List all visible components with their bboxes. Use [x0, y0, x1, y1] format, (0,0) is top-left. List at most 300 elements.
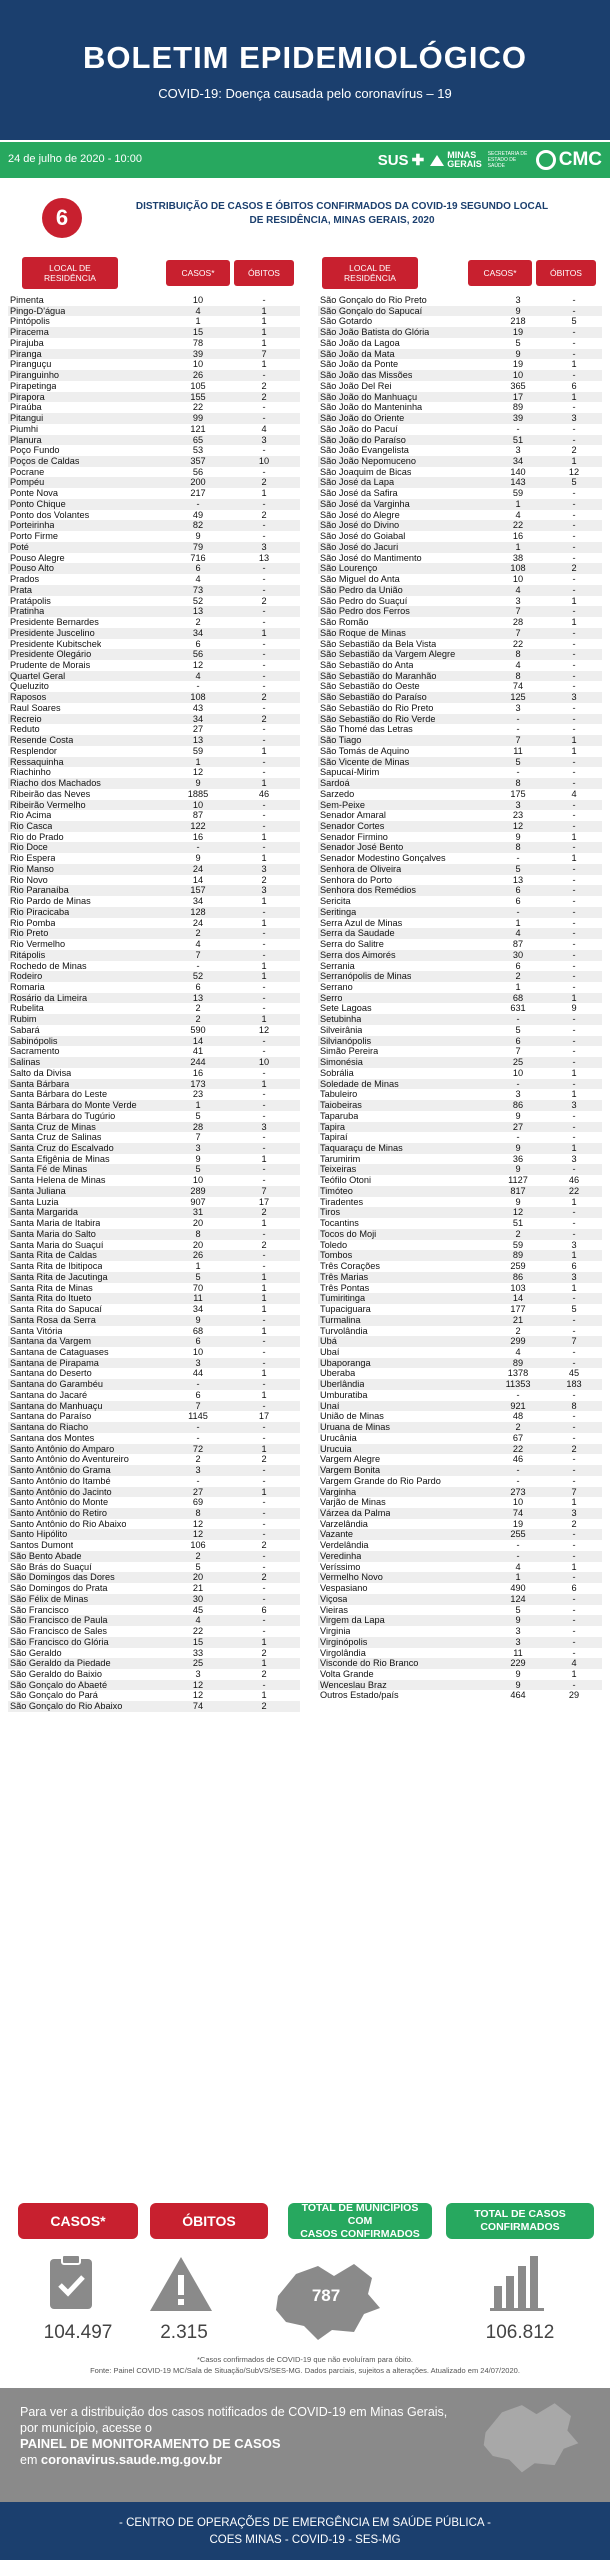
municipio-name: Sabará: [10, 1024, 40, 1035]
casos-cell: 13: [512, 874, 524, 885]
obitos-cell: 1: [571, 359, 577, 370]
municipio-name: Três Pontas: [320, 1282, 370, 1293]
municipio-name: São Tomás de Aquino: [320, 745, 410, 756]
obitos-cell: -: [572, 434, 576, 445]
obitos-cell: -: [262, 1046, 266, 1057]
casos-cell: 9: [515, 1669, 521, 1679]
municipio-name: Volta Grande: [320, 1669, 374, 1679]
obitos-cell: -: [572, 1228, 576, 1239]
municipio-name: Senhora dos Remédios: [320, 885, 417, 896]
obitos-cell: -: [262, 1507, 266, 1518]
table-row: [318, 1304, 602, 1315]
casos-cell: 74: [512, 681, 524, 692]
casos-cell: -: [196, 842, 200, 853]
obitos-cell: -: [262, 1550, 266, 1561]
casos-cell: 45: [192, 1604, 204, 1615]
table-row: [318, 1336, 602, 1347]
obitos-cell: 1: [261, 745, 267, 756]
obitos-cell: -: [262, 1615, 266, 1626]
casos-cell: 89: [512, 1250, 524, 1261]
casos-cell: 3: [195, 1357, 201, 1368]
obitos-cell: 2: [261, 477, 267, 488]
casos-cell: 12: [192, 767, 204, 778]
table-row: [8, 767, 300, 778]
obitos-cell: -: [262, 949, 266, 960]
obitos-cell: -: [572, 778, 576, 789]
table-row: [8, 1122, 300, 1133]
casos-cell: -: [196, 1422, 200, 1433]
obitos-cell: -: [572, 713, 576, 724]
obitos-cell: 7: [571, 1486, 577, 1497]
municipio-name: Timóteo: [320, 1185, 353, 1196]
casos-cell: 2: [515, 1228, 521, 1239]
table-row: [318, 907, 602, 918]
municipio-name: São João Evangelista: [320, 445, 409, 456]
obitos-cell: -: [572, 1454, 576, 1465]
casos-cell: 25: [512, 1057, 524, 1068]
obitos-cell: 1: [261, 1014, 267, 1025]
table-row: [318, 424, 602, 435]
municipio-name: Santo Antônio do Grama: [10, 1465, 111, 1476]
casos-cell: 12: [192, 1679, 204, 1690]
casos-cell: 108: [190, 692, 206, 703]
casos-cell: 10: [192, 359, 204, 370]
casos-cell: 34: [192, 713, 204, 724]
table-row: [318, 327, 602, 338]
casos-cell: 125: [510, 692, 526, 703]
table-row: [8, 885, 300, 896]
table-row: [8, 488, 300, 499]
casos-cell: 1: [195, 1261, 201, 1272]
obitos-cell: -: [572, 574, 576, 585]
table-row: [318, 370, 602, 381]
municipio-name: Santana de Cataguases: [10, 1346, 109, 1357]
table-row: [8, 896, 300, 907]
obitos-cell: -: [262, 295, 266, 305]
table-row: [318, 842, 602, 853]
table-row: [318, 810, 602, 821]
minas-gerais-logo: MINAS GERAIS: [430, 151, 482, 169]
table-row: [318, 349, 602, 360]
obitos-cell: -: [572, 552, 576, 563]
obitos-cell: -: [572, 327, 576, 338]
obitos-cell: 1: [261, 1153, 267, 1164]
casos-cell: 3: [515, 445, 521, 456]
obitos-cell: -: [262, 1626, 266, 1637]
obitos-cell: 1: [571, 617, 577, 628]
casos-cell: 140: [510, 466, 526, 477]
casos-cell: 4: [515, 928, 521, 939]
obitos-cell: -: [262, 1593, 266, 1604]
table-row: [318, 1046, 602, 1057]
table-row: [8, 1186, 300, 1197]
table-row: [8, 1079, 300, 1090]
obitos-cell: 1: [261, 778, 267, 789]
bar-chart-icon: [490, 2252, 546, 2312]
casos-cell: 3: [515, 702, 521, 713]
municipio-name: Pintópolis: [10, 316, 50, 327]
municipio-name: São João da Lagoa: [320, 337, 400, 348]
obitos-cell: 3: [571, 1239, 577, 1250]
table-row: [318, 1433, 602, 1444]
table-row: [8, 1326, 300, 1337]
casos-cell: 590: [190, 1024, 206, 1035]
municipio-name: Santana do Deserto: [10, 1368, 92, 1379]
table-row: [318, 832, 602, 843]
casos-cell: 5: [515, 756, 521, 767]
table-row: [8, 853, 300, 864]
casos-cell: 155: [190, 391, 206, 402]
obitos-cell: -: [262, 466, 266, 477]
table-row: [318, 1358, 602, 1369]
municipio-name: São Roque de Minas: [320, 627, 406, 638]
casos-cell: 13: [192, 606, 204, 617]
municipio-name: Tocos do Moji: [320, 1228, 377, 1239]
table-row: [318, 1261, 602, 1272]
obitos-cell: 17: [258, 1411, 270, 1422]
casos-cell: 6: [515, 885, 521, 896]
municipio-name: Reduto: [10, 724, 40, 735]
municipio-name: São José da Varginha: [320, 498, 410, 509]
table-row: [318, 896, 602, 907]
obitos-cell: 3: [261, 1121, 267, 1132]
municipio-name: Tiradentes: [320, 1196, 364, 1207]
table-row: [8, 660, 300, 671]
table-row: [8, 810, 300, 821]
municipio-name: Tupaciguara: [320, 1304, 371, 1315]
obitos-cell: -: [572, 724, 576, 735]
obitos-cell: 3: [571, 1507, 577, 1518]
municipio-name: São Francisco: [10, 1604, 69, 1615]
casos-cell: 22: [192, 1626, 204, 1637]
casos-cell: 27: [192, 724, 204, 735]
obitos-cell: 1: [571, 1282, 577, 1293]
municipio-name: Piranguinho: [10, 370, 60, 381]
obitos-cell: 2: [261, 1701, 267, 1712]
obitos-cell: 1: [571, 1196, 577, 1207]
municipio-name: São João do Manhuaçu: [320, 391, 418, 402]
municipio-name: Pompéu: [10, 477, 45, 488]
municipio-name: Senador Amaral: [320, 810, 386, 821]
municipio-name: São Bento Abade: [10, 1550, 82, 1561]
casos-cell: 273: [510, 1486, 526, 1497]
municipio-name: Planura: [10, 434, 42, 445]
table-row: [8, 1025, 300, 1036]
casos-cell: 24: [192, 863, 204, 874]
casos-cell: 59: [192, 745, 204, 756]
casos-cell: 15: [192, 1636, 204, 1647]
table-row: [8, 1519, 300, 1530]
table-row: [8, 1540, 300, 1551]
municipio-name: Santo Antônio do Itambé: [10, 1475, 111, 1486]
municipio-name: São João do Paraíso: [320, 434, 406, 445]
casos-cell: 3: [515, 1636, 521, 1647]
table-row: [8, 1272, 300, 1283]
obitos-cell: 7: [571, 1336, 577, 1347]
obitos-cell: 1: [571, 735, 577, 746]
table-row: [8, 671, 300, 682]
municipio-name: Piranguçu: [10, 359, 52, 370]
municipio-name: Pirapora: [10, 391, 45, 402]
municipio-name: Salto da Divisa: [10, 1067, 72, 1078]
municipio-name: São Geraldo da Piedade: [10, 1658, 111, 1669]
obitos-cell: 5: [571, 316, 577, 327]
municipio-name: Tabuleiro: [320, 1089, 358, 1100]
municipio-name: Soledade de Minas: [320, 1078, 399, 1089]
casos-cell: 14: [192, 874, 204, 885]
municipio-name: Virginia: [320, 1626, 351, 1637]
casos-cell: -: [196, 681, 200, 692]
table-row: [318, 392, 602, 403]
obitos-cell: -: [262, 767, 266, 778]
casos-cell: 3: [195, 1669, 201, 1679]
municipio-name: Vermelho Novo: [320, 1572, 383, 1583]
casos-cell: 51: [512, 434, 524, 445]
table-row: [8, 939, 300, 950]
table-row: [318, 1164, 602, 1175]
obitos-cell: -: [572, 1540, 576, 1551]
painel-link[interactable]: PAINEL DE MONITORAMENTO DE CASOS: [20, 2436, 281, 2451]
casos-cell: 46: [512, 1454, 524, 1465]
municipio-name: Poté: [10, 541, 29, 552]
casos-cell: 490: [510, 1583, 526, 1594]
obitos-cell: -: [262, 1100, 266, 1111]
obitos-cell: 1: [261, 488, 267, 499]
municipio-name: São João da Mata: [320, 348, 395, 359]
casos-cell: 7: [515, 627, 521, 638]
site-link[interactable]: coronavirus.saude.mg.gov.br: [40, 2452, 222, 2467]
obitos-cell: 3: [261, 863, 267, 874]
cmc-logo: CMC: [536, 149, 602, 171]
municipio-name: São José da Safira: [320, 488, 398, 499]
obitos-cell: -: [572, 638, 576, 649]
municipio-name: São Romão: [320, 617, 369, 628]
casos-cell: 67: [512, 1432, 524, 1443]
casos-cell: 817: [510, 1185, 526, 1196]
table-row: [8, 1218, 300, 1229]
obitos-cell: -: [572, 1647, 576, 1658]
casos-cell: 124: [510, 1593, 526, 1604]
municipio-name: Toledo: [320, 1239, 348, 1250]
table-row: [8, 327, 300, 338]
table-row: [318, 885, 602, 896]
obitos-cell: -: [262, 1164, 266, 1175]
municipio-name: Pirapetinga: [10, 380, 57, 391]
casos-cell: 31: [192, 1207, 204, 1218]
casos-cell: 34: [192, 627, 204, 638]
municipio-name: São Sebastião do Anta: [320, 659, 414, 670]
municipio-name: Presidente Kubitschek: [10, 638, 102, 649]
obitos-cell: -: [572, 348, 576, 359]
obitos-cell: -: [262, 1003, 266, 1014]
obitos-cell: 3: [571, 1100, 577, 1111]
obitos-cell: 1: [261, 1271, 267, 1282]
obitos-cell: 1: [261, 1389, 267, 1400]
casos-cell: 921: [510, 1400, 526, 1411]
casos-cell: 365: [510, 380, 526, 391]
municipio-name: Santa Rita do Sapucaí: [10, 1304, 102, 1315]
obitos-cell: 46: [258, 788, 270, 799]
municipio-name: Sacramento: [10, 1046, 60, 1057]
municipio-name: Sete Lagoas: [320, 1003, 372, 1014]
obitos-cell: -: [572, 498, 576, 509]
casos-cell: 6: [515, 960, 521, 971]
table-row: [318, 1444, 602, 1455]
table-row: [8, 370, 300, 381]
municipio-name: Senador Modestino Gonçalves: [320, 853, 446, 864]
municipio-name: Recreio: [10, 713, 42, 724]
casos-cell: 5: [195, 1561, 201, 1572]
table-row: [318, 649, 602, 660]
obitos-cell: -: [262, 584, 266, 595]
municipio-name: Veredinha: [320, 1550, 362, 1561]
municipio-name: Santa Rita de Minas: [10, 1282, 93, 1293]
table-row: [318, 306, 602, 317]
municipio-name: Ressaquinha: [10, 756, 64, 767]
casos-cell: 1: [515, 498, 521, 509]
obitos-cell: -: [572, 1593, 576, 1604]
table-row: [8, 1229, 300, 1240]
casos-cell: 28: [192, 1121, 204, 1132]
municipio-name: Santa Fé de Minas: [10, 1164, 88, 1175]
obitos-cell: -: [262, 1379, 266, 1390]
table-row: [318, 1508, 602, 1519]
casos-cell: 177: [510, 1304, 526, 1315]
casos-cell: 68: [192, 1325, 204, 1336]
obitos-cell: -: [262, 638, 266, 649]
obitos-cell: -: [572, 402, 576, 413]
obitos-cell: 1: [261, 831, 267, 842]
table-row: [8, 1100, 300, 1111]
municipio-name: Virgolândia: [320, 1647, 366, 1658]
footnote-fonte: Fonte: Painel COVID-19 MC/Sala de Situação/SubVS/SES-MG. Dados parciais, sujeitos a alterações. Atualizado em 24/07/2020.: [90, 2366, 520, 2375]
obitos-cell: -: [262, 1357, 266, 1368]
obitos-cell: 1: [571, 853, 577, 864]
municipio-name: Pitangui: [10, 413, 44, 424]
casos-cell: 9: [195, 1314, 201, 1325]
obitos-cell: -: [572, 1572, 576, 1583]
casos-cell: 157: [190, 885, 206, 896]
municipio-name: Pocrane: [10, 466, 45, 477]
obitos-cell: 2: [261, 509, 267, 520]
casos-cell: -: [516, 1550, 520, 1561]
obitos-cell: -: [572, 928, 576, 939]
municipio-name: São Geraldo do Baixio: [10, 1669, 102, 1679]
casos-cell: 2: [195, 1003, 201, 1014]
casos-cell: 3: [515, 799, 521, 810]
table-row: [8, 993, 300, 1004]
obitos-cell: -: [572, 1626, 576, 1637]
obitos-cell: 4: [571, 1658, 577, 1669]
obitos-cell: -: [262, 735, 266, 746]
obitos-cell: 1: [261, 971, 267, 982]
table-row: [318, 928, 602, 939]
municipio-name: São João do Oriente: [320, 413, 405, 424]
municipio-name: Presidente Bernardes: [10, 617, 99, 628]
municipio-name: Turmalina: [320, 1314, 361, 1325]
casos-cell: 17: [512, 391, 524, 402]
municipio-name: Rio Paranaíba: [10, 885, 69, 896]
table-row: [8, 724, 300, 735]
obitos-cell: -: [262, 1475, 266, 1486]
casos-cell: 9: [195, 1153, 201, 1164]
obitos-cell: 2: [571, 445, 577, 456]
obitos-cell: -: [572, 337, 576, 348]
casos-cell: 4: [195, 670, 201, 681]
obitos-cell: -: [572, 810, 576, 821]
obitos-cell: -: [262, 810, 266, 821]
obitos-cell: -: [572, 756, 576, 767]
table-row: [8, 1304, 300, 1315]
table-row: [318, 875, 602, 886]
casos-cell: 9: [515, 831, 521, 842]
municipio-name: Urucânia: [320, 1432, 357, 1443]
table-row: [8, 1648, 300, 1659]
casos-cell: 4: [195, 939, 201, 950]
table-row: [8, 918, 300, 929]
casos-cell: 9: [515, 348, 521, 359]
table-row: [318, 1003, 602, 1014]
obitos-cell: 1: [261, 896, 267, 907]
obitos-cell: -: [262, 498, 266, 509]
obitos-cell: 1: [261, 327, 267, 338]
obitos-cell: 1: [261, 1443, 267, 1454]
table-row: [8, 381, 300, 392]
table-row: [8, 961, 300, 972]
table-row: [318, 692, 602, 703]
casos-cell: 2: [515, 1325, 521, 1336]
table-row: [8, 649, 300, 660]
municipio-name: Santa Bárbara: [10, 1078, 70, 1089]
casos-cell: 244: [190, 1057, 206, 1068]
municipio-name: São José do Divino: [320, 520, 400, 531]
municipio-name: Tapiraí: [320, 1132, 348, 1143]
table-row: [8, 617, 300, 628]
obitos-cell: -: [262, 670, 266, 681]
obitos-badge: ÓBITOS: [150, 2203, 268, 2239]
obitos-cell: -: [572, 584, 576, 595]
obitos-cell: -: [572, 1110, 576, 1121]
obitos-cell: -: [572, 627, 576, 638]
casos-cell: -: [516, 853, 520, 864]
municipio-name: Santa Rita de Jacutinga: [10, 1271, 108, 1282]
table-row: [318, 628, 602, 639]
casos-cell: 3: [515, 295, 521, 305]
municipio-name: Santo Antônio do Amparo: [10, 1443, 115, 1454]
casos-cell: -: [516, 1389, 520, 1400]
table-row: [318, 1014, 602, 1025]
table-row: [318, 402, 602, 413]
casos-cell: 9: [515, 1196, 521, 1207]
table-row: [8, 295, 300, 306]
municipio-name: Riachinho: [10, 767, 51, 778]
municipio-name: Romaria: [10, 982, 45, 992]
table-row: [318, 757, 602, 768]
municipio-name: Pingo-D'água: [10, 305, 66, 316]
casos-cell: -: [196, 1475, 200, 1486]
municipio-name: Rio Pomba: [10, 917, 56, 928]
municipio-name: Serra dos Aimorés: [320, 949, 396, 960]
obitos-cell: 1: [571, 831, 577, 842]
table-row: [318, 477, 602, 488]
obitos-cell: 2: [261, 1454, 267, 1465]
obitos-cell: -: [262, 520, 266, 531]
casos-cell: -: [516, 906, 520, 917]
municipio-name: Santana dos Montes: [10, 1432, 95, 1443]
table-row: [318, 1605, 602, 1616]
table-row: [8, 1551, 300, 1562]
municipio-name: Santa Cruz de Minas: [10, 1121, 96, 1132]
